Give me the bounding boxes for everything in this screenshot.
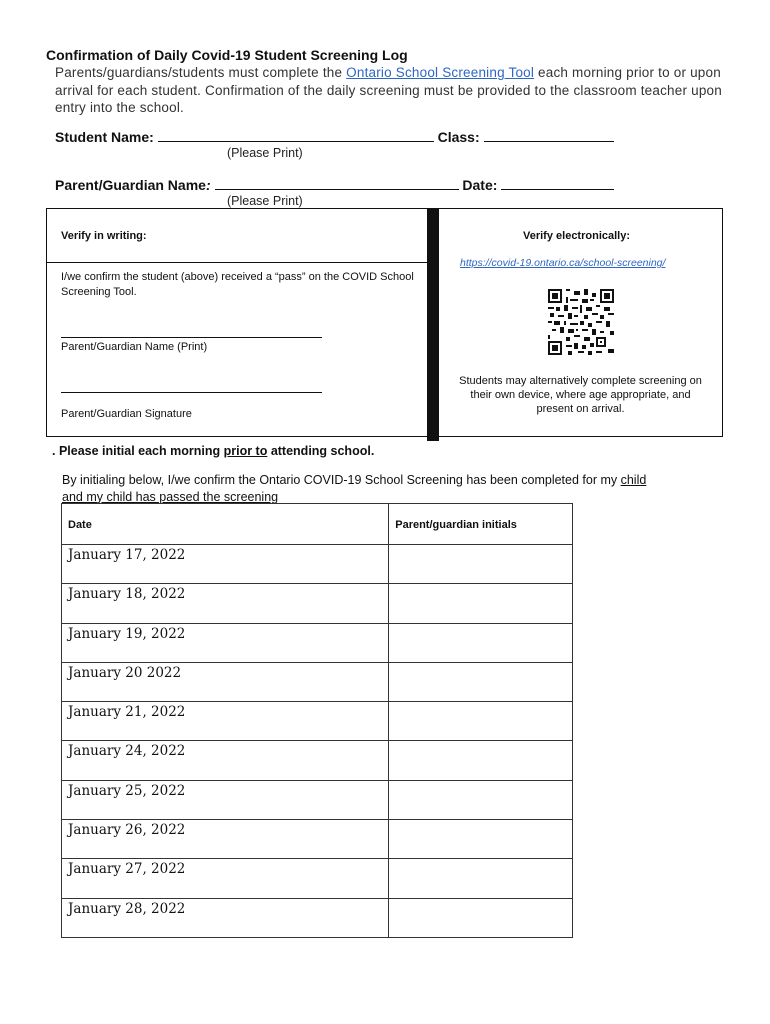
intro-paragraph — [55, 64, 735, 117]
initials-cell[interactable] — [389, 741, 573, 780]
initials-cell[interactable] — [389, 545, 573, 584]
date-cell: January 20 2022 — [62, 662, 389, 701]
date-field[interactable] — [501, 177, 614, 190]
table-row — [62, 741, 573, 780]
alternative-screening-note: Students may alternatively complete screening on their own device, where age appropriate, and present on arrival. — [459, 375, 702, 415]
initials-cell[interactable] — [389, 820, 573, 859]
table-row — [62, 662, 573, 701]
date-cell: January 19, 2022 — [62, 623, 389, 662]
student-name-row: Student Name: Class: — [55, 129, 614, 145]
initial-instruction-prefix: . Please initial each morning — [52, 444, 224, 458]
initials-cell[interactable] — [389, 584, 573, 623]
date-cell: January 18, 2022 — [62, 584, 389, 623]
date-cell: January 27, 2022 — [62, 859, 389, 898]
table-row — [62, 545, 573, 584]
confirm-statement: I/we confirm the student (above) received a “pass” on the COVID School Screening Tool. — [61, 271, 414, 298]
initials-cell[interactable] — [389, 662, 573, 701]
intro-text: Parents/guardians/students must complete the — [55, 65, 347, 80]
date-cell: January 25, 2022 — [62, 780, 389, 819]
initial-instruction-underlined: prior to — [223, 444, 268, 458]
initials-cell[interactable] — [389, 859, 573, 898]
initialing-statement — [62, 472, 712, 505]
initials-cell[interactable] — [389, 623, 573, 662]
qr-code-icon[interactable] — [548, 288, 614, 356]
initial-instruction-suffix: attending school. — [267, 444, 375, 458]
date-cell: January 28, 2022 — [62, 898, 389, 937]
guardian-signature-line[interactable] — [61, 392, 322, 393]
date-column-header: Date — [62, 504, 389, 545]
class-field[interactable] — [484, 129, 614, 142]
verify-electronic-heading: Verify electronically: — [523, 230, 630, 242]
document-title: Confirmation of Daily Covid-19 Student Screening Log — [46, 47, 408, 63]
parent-name-label: Parent/Guardian Name — [55, 177, 206, 193]
initials-cell[interactable] — [389, 898, 573, 937]
initials-column-header: Parent/guardian initials — [389, 504, 573, 545]
initials-cell[interactable] — [389, 780, 573, 819]
date-cell: January 21, 2022 — [62, 702, 389, 741]
student-name-field[interactable] — [158, 129, 434, 142]
table-row — [62, 584, 573, 623]
initialing-statement-child: child — [620, 473, 647, 487]
initialing-statement-text: By initialing below, I/we confirm the Ontario COVID-19 School Screening has been completed for my — [62, 473, 621, 487]
guardian-signature-caption: Parent/Guardian Signature — [61, 408, 192, 420]
initialing-statement-passed: and my child has passed the screening — [62, 489, 279, 504]
screening-log-table — [61, 503, 573, 938]
verification-divider — [427, 208, 439, 441]
table-header-row — [62, 504, 573, 545]
date-cell: January 26, 2022 — [62, 820, 389, 859]
date-label: Date — [462, 177, 493, 193]
table-row — [62, 702, 573, 741]
guardian-name-line[interactable] — [61, 337, 322, 338]
intro-text-continued: each morning prior to or upon arrival for each student. Confirmation of the daily screening must be provided to the classroom teacher upon entry into the school. — [55, 65, 722, 115]
screening-tool-link[interactable]: Ontario School Screening Tool — [346, 65, 535, 80]
parent-name-row: Parent/Guardian Name: Date: — [55, 177, 614, 193]
table-row — [62, 623, 573, 662]
date-cell: January 24, 2022 — [62, 741, 389, 780]
initial-instruction — [52, 444, 374, 458]
table-row — [62, 820, 573, 859]
please-print-hint: (Please Print) — [227, 146, 303, 160]
table-row — [62, 898, 573, 937]
verify-writing-heading: Verify in writing: — [61, 230, 147, 242]
please-print-hint-2: (Please Print) — [227, 194, 303, 208]
screening-url-link[interactable]: https://covid-19.ontario.ca/school-screening/ — [460, 257, 666, 269]
student-name-label: Student Name — [55, 129, 150, 145]
table-row — [62, 859, 573, 898]
date-cell: January 17, 2022 — [62, 545, 389, 584]
verify-writing-separator — [46, 262, 427, 263]
table-row — [62, 780, 573, 819]
class-label: Class — [437, 129, 475, 145]
parent-name-field[interactable] — [215, 177, 459, 190]
initials-cell[interactable] — [389, 702, 573, 741]
guardian-name-caption: Parent/Guardian Name (Print) — [61, 341, 208, 353]
